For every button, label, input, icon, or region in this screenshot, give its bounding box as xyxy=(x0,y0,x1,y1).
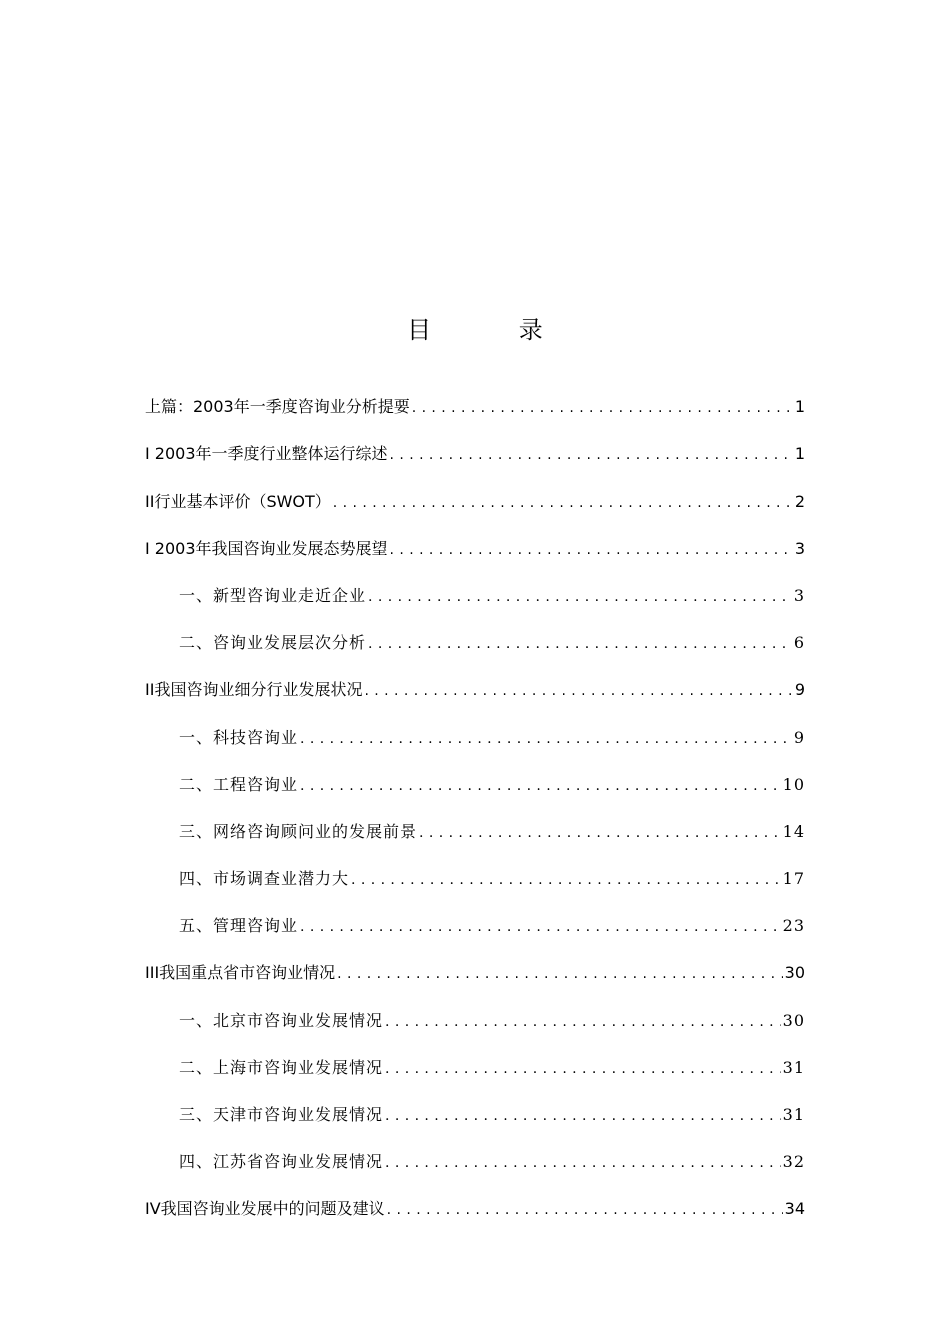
toc-entry-title: 三、网络咨询顾问业的发展前景 xyxy=(179,821,418,841)
toc-entry-title: II我国咨询业细分行业发展状况 xyxy=(145,680,363,700)
toc-list xyxy=(145,370,805,1219)
toc-dot-leader xyxy=(368,635,792,653)
toc-dot-leader xyxy=(385,1060,781,1078)
toc-entry-page-number: 30 xyxy=(784,963,805,983)
toc-dot-leader xyxy=(300,777,781,795)
toc-entry-page-number: 3 xyxy=(794,538,805,558)
toc-entry-page-number: 9 xyxy=(793,727,805,747)
toc-entry-page-number: 1 xyxy=(794,397,805,417)
toc-entry-page-number: 10 xyxy=(782,774,805,794)
toc-entry-page-number: 31 xyxy=(782,1057,805,1077)
toc-entry[interactable] xyxy=(145,417,805,464)
toc-entry-title: 三、天津市咨询业发展情况 xyxy=(179,1105,384,1124)
toc-entry[interactable] xyxy=(145,983,805,1030)
toc-entry-page-number: 6 xyxy=(793,633,805,653)
toc-dot-leader xyxy=(300,918,781,936)
toc-entry-title: 一、新型咨询业走近企业 xyxy=(179,585,367,605)
toc-dot-leader xyxy=(390,446,793,464)
toc-entry-page-number: 34 xyxy=(784,1199,805,1219)
toc-dot-leader xyxy=(333,494,793,512)
toc-dot-leader xyxy=(337,965,782,983)
toc-entry[interactable] xyxy=(145,606,805,653)
toc-entry-title: 四、江苏省咨询业发展情况 xyxy=(179,1152,384,1172)
toc-dot-leader xyxy=(390,541,793,559)
toc-entry[interactable] xyxy=(145,1031,805,1078)
toc-entry-title: I 2003年一季度行业整体运行综述 xyxy=(145,444,388,464)
toc-entry-title: 一、科技咨询业 xyxy=(179,727,299,747)
toc-entry[interactable] xyxy=(145,1078,805,1125)
toc-entry-page-number: 30 xyxy=(782,1010,805,1030)
toc-entry[interactable] xyxy=(145,464,805,511)
toc-entry[interactable] xyxy=(145,1125,805,1172)
toc-entry-page-number: 14 xyxy=(782,821,805,841)
toc-entry-page-number: 2 xyxy=(794,491,805,511)
toc-entry[interactable] xyxy=(145,559,805,606)
toc-entry-title: I 2003年我国咨询业发展态势展望 xyxy=(145,538,388,558)
toc-entry[interactable] xyxy=(145,370,805,417)
toc-entry-page-number: 9 xyxy=(794,680,805,700)
toc-entry-title: 一、北京市咨询业发展情况 xyxy=(179,1010,384,1030)
toc-entry-title: 二、咨询业发展层次分析 xyxy=(179,633,367,653)
toc-dot-leader xyxy=(300,730,792,748)
toc-entry-page-number: 23 xyxy=(782,916,805,936)
toc-entry-title: II行业基本评价（SWOT） xyxy=(145,491,331,511)
toc-dot-leader xyxy=(385,1154,781,1172)
toc-entry[interactable] xyxy=(145,795,805,842)
toc-dot-leader xyxy=(412,399,793,417)
toc-entry-page-number: 31 xyxy=(782,1105,805,1124)
toc-entry-page-number: 32 xyxy=(782,1152,805,1172)
toc-dot-leader xyxy=(351,871,781,889)
toc-entry-page-number: 1 xyxy=(794,444,805,464)
toc-entry[interactable] xyxy=(145,512,805,559)
toc-entry[interactable] xyxy=(145,1172,805,1219)
toc-entry-title: 上篇：2003年一季度咨询业分析提要 xyxy=(145,397,410,417)
toc-entry-title: III我国重点省市咨询业情况 xyxy=(145,963,336,983)
toc-entry[interactable] xyxy=(145,653,805,700)
toc-entry-title: 二、上海市咨询业发展情况 xyxy=(179,1057,384,1077)
toc-dot-leader xyxy=(385,1107,781,1125)
toc-dot-leader xyxy=(387,1201,783,1219)
toc-entry[interactable] xyxy=(145,936,805,983)
toc-entry-page-number: 3 xyxy=(793,585,805,605)
toc-title: 目 录 xyxy=(407,316,583,344)
toc-entry-title: 二、工程咨询业 xyxy=(179,774,299,794)
toc-dot-leader xyxy=(368,588,792,606)
toc-entry-title: 四、市场调查业潜力大 xyxy=(179,869,350,889)
toc-entry[interactable] xyxy=(145,700,805,747)
toc-entry-title: 五、管理咨询业 xyxy=(179,916,299,936)
toc-entry-page-number: 17 xyxy=(782,869,805,889)
toc-entry[interactable] xyxy=(145,889,805,936)
toc-dot-leader xyxy=(419,824,781,842)
toc-dot-leader xyxy=(364,682,792,700)
toc-entry-title: IV我国咨询业发展中的问题及建议 xyxy=(145,1199,385,1219)
toc-entry[interactable] xyxy=(145,842,805,889)
toc-dot-leader xyxy=(385,1013,781,1031)
toc-entry[interactable] xyxy=(145,748,805,795)
